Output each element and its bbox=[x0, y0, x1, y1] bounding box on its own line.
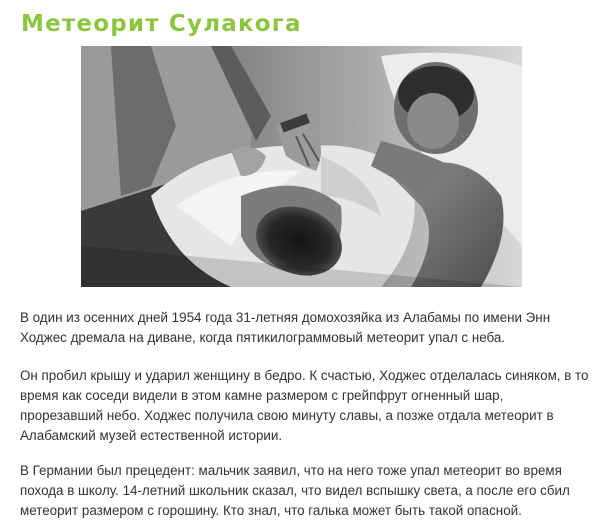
article-paragraph: В Германии был прецедент: мальчик заявил, что на него тоже упал метеорит во время похода в школу. 14-летний школьник сказал, что видел вспышку света, а после его сбил метеорит размером с горошину. Кто знал, что галька может быть такой опасной. bbox=[20, 463, 570, 518]
article-paragraph: В один из осенних дней 1954 года 31-летняя домохозяйка из Алабамы по имени Энн Ходжес дремала на диване, когда пятикилограммовый метеорит упал с неба. bbox=[20, 310, 551, 345]
article-photo bbox=[81, 46, 522, 287]
photo-illustration bbox=[81, 46, 522, 287]
article-paragraph: Он пробил крышу и ударил женщину в бедро. К счастью, Ходжес отделалась синяком, в то время как соседи видели в этом камне размером с грейпфрут огненный шар, прорезавший небо. Ходжес получила свою минуту славы, а позже отдала метеорит в Алабамский музей естественной истории. bbox=[20, 368, 589, 443]
article-title: Метеорит Сулакога bbox=[21, 11, 302, 37]
